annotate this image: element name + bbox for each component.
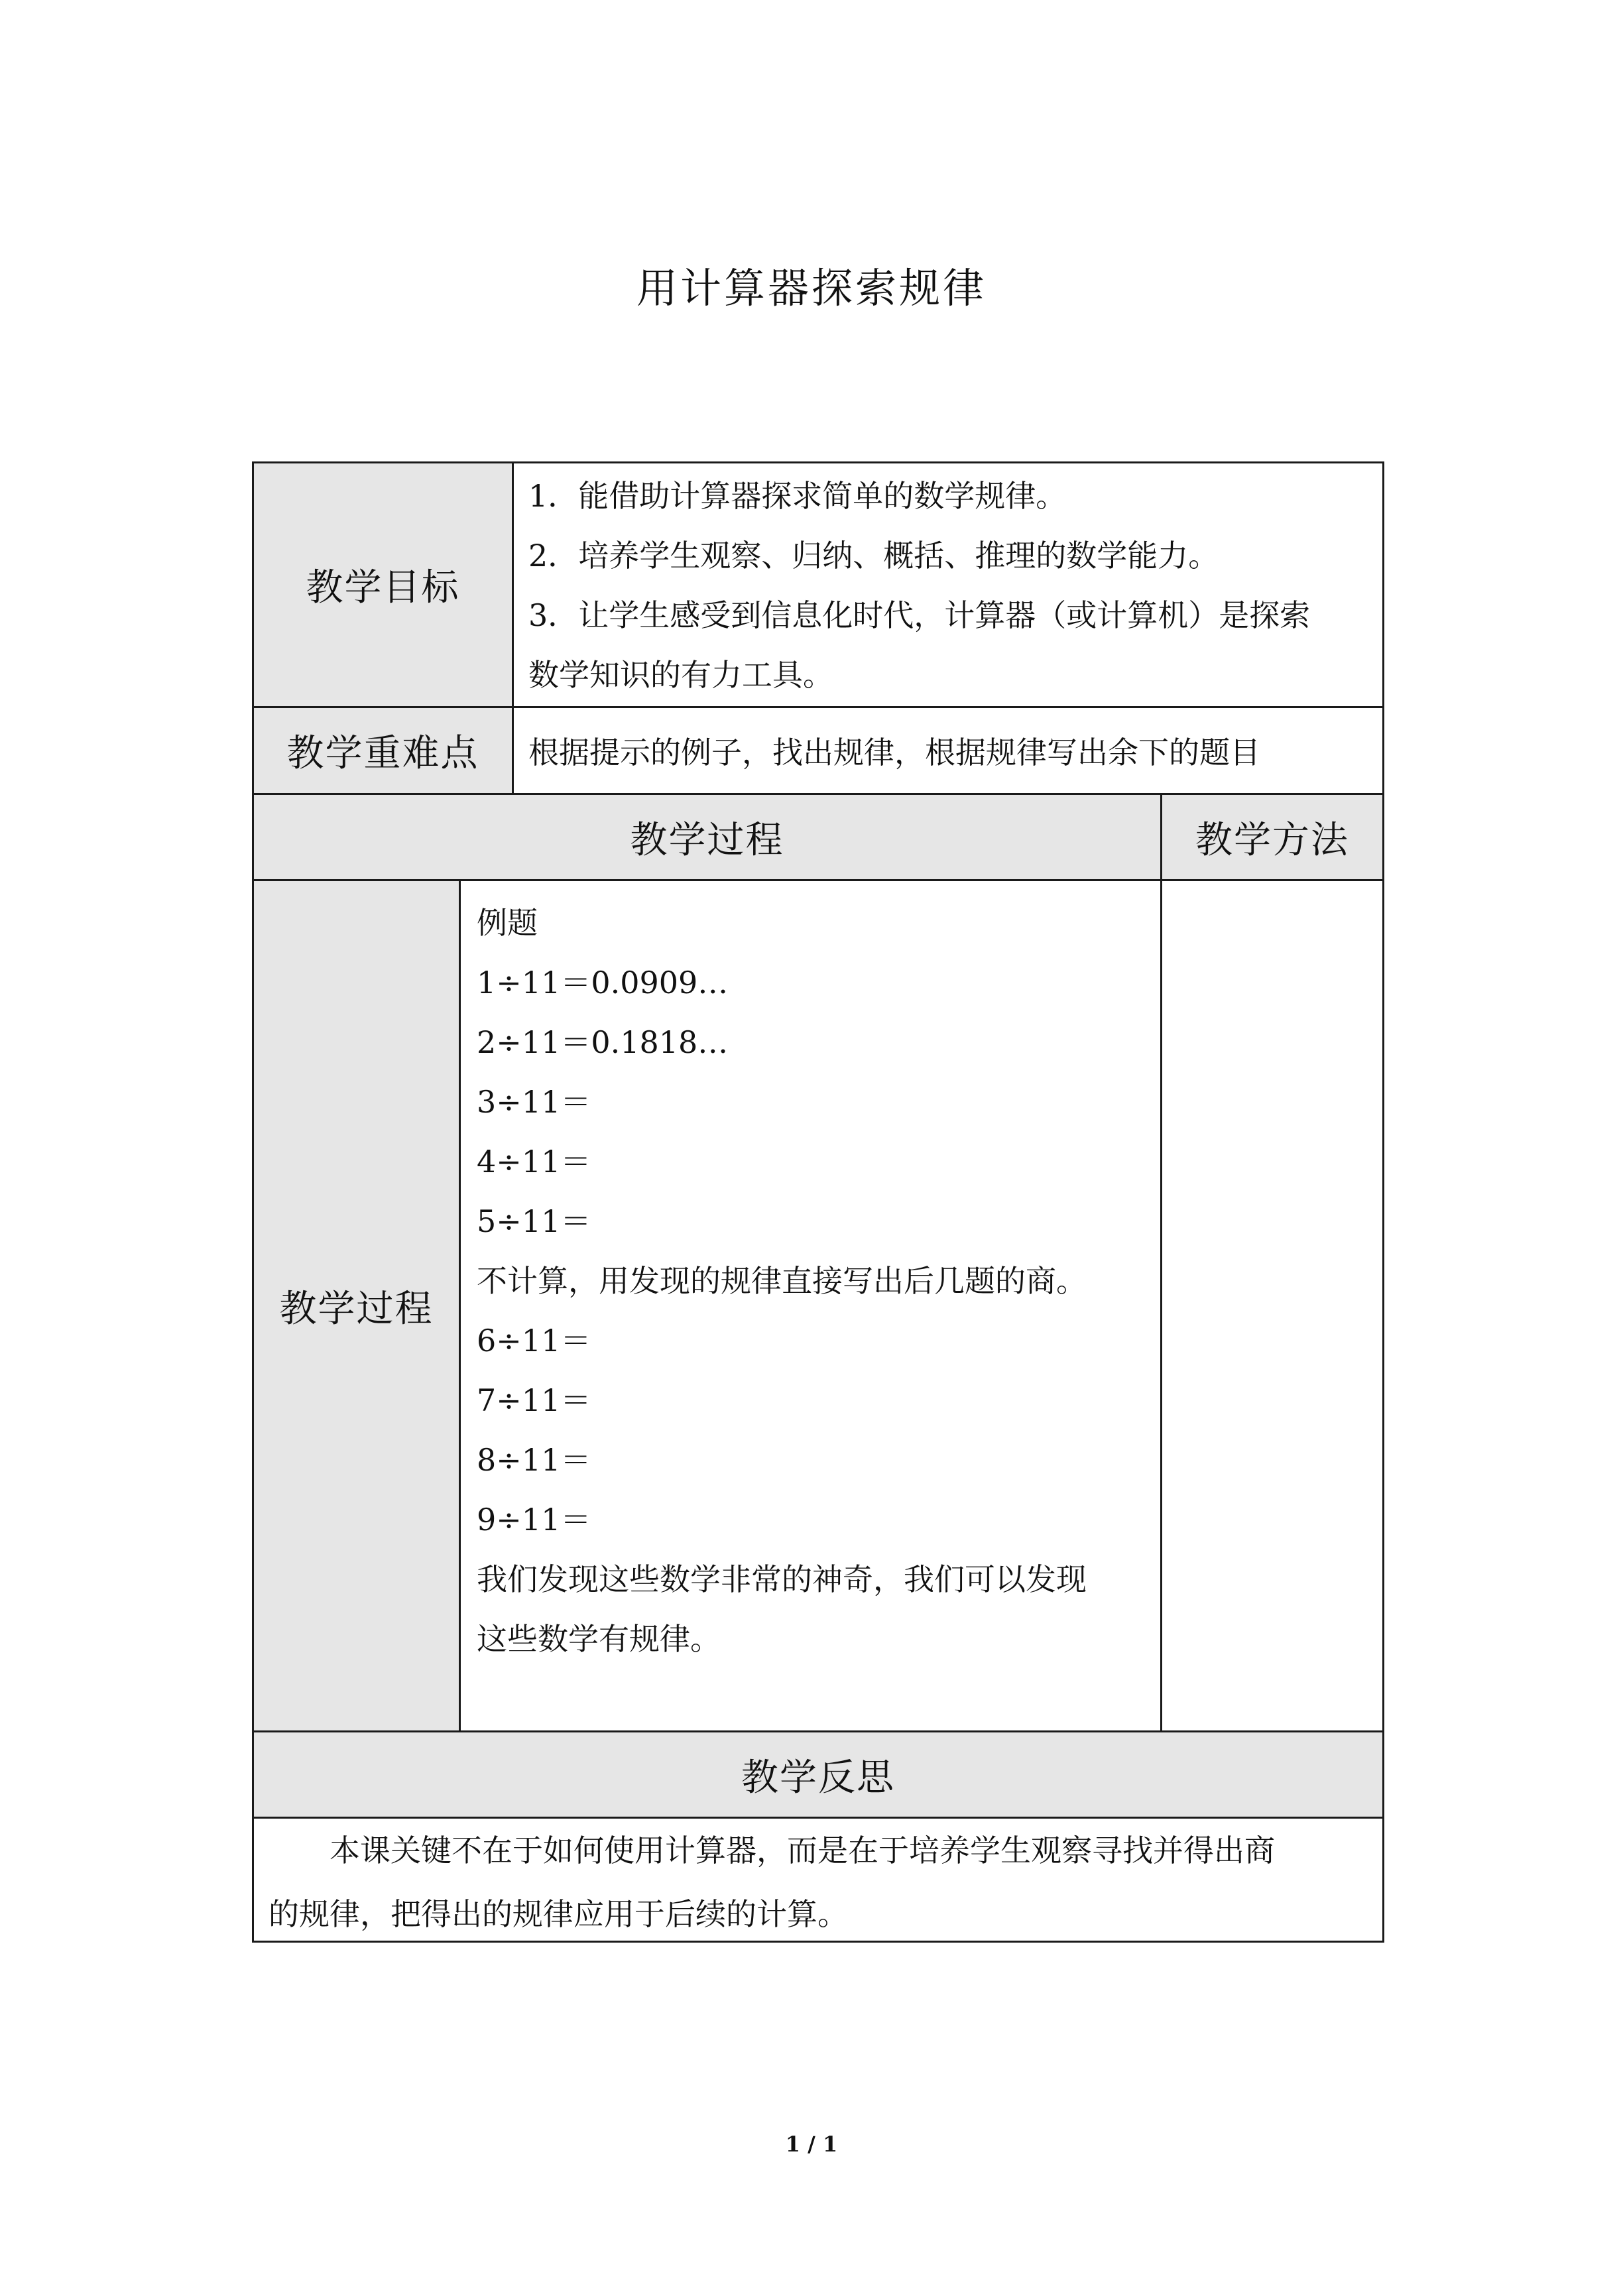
process-line: 不计算，用发现的规律直接写出后几题的商。	[477, 1263, 1087, 1299]
goals-label-cell	[252, 461, 514, 708]
process-header: 教学过程	[630, 818, 784, 862]
goal-item: 1．能借助计算器探求简单的数学规律。	[528, 478, 1067, 514]
process-line: 3÷11＝	[477, 1084, 591, 1120]
process-line: 这些数学有规律。	[477, 1621, 721, 1657]
process-line: 9÷11＝	[477, 1502, 591, 1538]
process-line: 7÷11＝	[477, 1382, 591, 1418]
key-points-content-cell	[512, 706, 1384, 795]
method-header-cell	[1160, 793, 1384, 881]
process-line: 我们发现这些数学非常的神奇，我们可以发现	[477, 1561, 1087, 1597]
goal-item: 3．让学生感受到信息化时代，计算器（或计算机）是探索	[528, 597, 1311, 633]
process-label-cell	[252, 879, 461, 1732]
goals-label: 教学目标	[306, 566, 460, 609]
goals-content-cell	[512, 461, 1384, 708]
goal-item: 2．培养学生观察、归纳、概括、推理的数学能力。	[528, 538, 1219, 574]
key-points-label-cell	[252, 706, 514, 795]
process-line: 2÷11＝0.1818…	[477, 1024, 729, 1060]
process-label: 教学过程	[279, 1287, 434, 1331]
process-line: 1÷11＝0.0909…	[477, 965, 729, 1000]
process-content-cell	[459, 879, 1162, 1732]
reflection-header-cell	[252, 1730, 1384, 1819]
process-line: 例题	[477, 905, 538, 941]
reflection-line: 的规律，把得出的规律应用于后续的计算。	[269, 1896, 848, 1932]
key-points-text: 根据提示的例子，找出规律，根据规律写出余下的题目	[528, 735, 1260, 770]
reflection-line: 本课关键不在于如何使用计算器，而是在于培养学生观察寻找并得出商	[330, 1833, 1275, 1868]
process-line: 4÷11＝	[477, 1144, 591, 1179]
reflection-content-cell	[252, 1817, 1384, 1943]
process-line: 6÷11＝	[477, 1323, 591, 1359]
method-header: 教学方法	[1195, 818, 1349, 862]
reflection-label: 教学反思	[741, 1756, 895, 1799]
key-points-label: 教学重难点	[286, 732, 479, 775]
goal-item: 数学知识的有力工具。	[528, 657, 833, 693]
process-line: 8÷11＝	[477, 1442, 591, 1478]
process-line: 5÷11＝	[477, 1203, 591, 1239]
process-header-cell	[252, 793, 1162, 881]
document-title: 用计算器探索规律	[636, 264, 987, 312]
page-number: 1 / 1	[785, 2132, 838, 2157]
method-content-cell	[1160, 879, 1384, 1732]
